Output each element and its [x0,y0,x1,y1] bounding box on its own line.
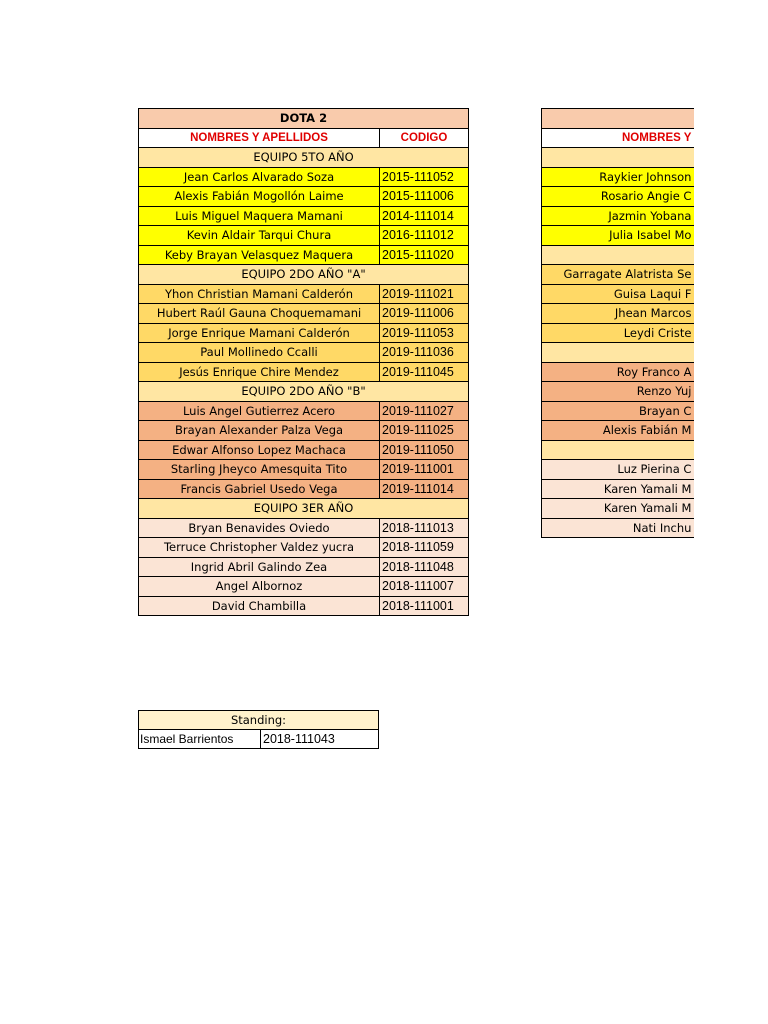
player-code: 2018-111059 [380,538,469,558]
right-team-group-header [542,343,695,363]
player-row [139,206,469,226]
right-player-row [542,284,695,304]
player-code: 2018-111001 [380,596,469,616]
player-name: Yhon Christian Mamani Calderón [139,284,380,304]
right-player-name: Nati Inchu [542,518,695,538]
right-player-name: Alexis Fabián M [542,421,695,441]
player-row [139,538,469,558]
team-group-header [139,382,469,402]
player-code: 2019-111025 [380,421,469,441]
player-row [139,557,469,577]
player-code: 2019-111045 [380,362,469,382]
right-player-row [542,206,695,226]
right-player-row [542,518,695,538]
right-player-name: Garragate Alatrista Se [542,265,695,285]
player-name: Paul Mollinedo Ccalli [139,343,380,363]
right-title-row [542,109,695,129]
player-name: Jorge Enrique Mamani Calderón [139,323,380,343]
team-group-header [139,148,469,168]
right-player-name: Julia Isabel Mo [542,226,695,246]
player-code: 2019-111006 [380,304,469,324]
right-team-name [542,245,695,265]
right-player-row [542,401,695,421]
standing-code: 2018-111043 [261,730,379,749]
standing-name: Ismael Barrientos [139,730,261,749]
right-player-row [542,362,695,382]
player-name: Ingrid Abril Galindo Zea [139,557,380,577]
player-code: 2018-111007 [380,577,469,597]
right-column-header-row [542,128,695,148]
player-code: 2019-111050 [380,440,469,460]
player-name: Alexis Fabián Mogollón Laime [139,187,380,207]
player-name: Luis Miguel Maquera Mamani [139,206,380,226]
right-team-name [542,343,695,363]
player-row [139,304,469,324]
column-header-code: CODIGO [380,128,469,148]
player-name: Angel Albornoz [139,577,380,597]
right-player-name: Rosario Angie C [542,187,695,207]
player-code: 2019-111014 [380,479,469,499]
player-row [139,596,469,616]
team-name: EQUIPO 3ER AÑO [139,499,469,519]
player-name: Brayan Alexander Palza Vega [139,421,380,441]
right-player-name: Leydi Criste [542,323,695,343]
right-team-group-header [542,245,695,265]
player-name: Starling Jheyco Amesquita Tito [139,460,380,480]
player-code: 2019-111036 [380,343,469,363]
player-code: 2018-111048 [380,557,469,577]
player-code: 2016-111012 [380,226,469,246]
player-row [139,401,469,421]
team-name: EQUIPO 2DO AÑO "B" [139,382,469,402]
right-table-title [542,109,695,129]
player-code: 2014-111014 [380,206,469,226]
player-code: 2018-111013 [380,518,469,538]
player-code: 2019-111053 [380,323,469,343]
player-row [139,323,469,343]
right-player-row [542,304,695,324]
player-name: Bryan Benavides Oviedo [139,518,380,538]
column-header-names: NOMBRES Y APELLIDOS [139,128,380,148]
player-name: Jean Carlos Alvarado Soza [139,167,380,187]
player-code: 2019-111027 [380,401,469,421]
right-player-name: Roy Franco A [542,362,695,382]
standing-table [138,710,379,749]
right-team-name [542,440,695,460]
player-name: Kevin Aldair Tarqui Chura [139,226,380,246]
right-team-group-header [542,148,695,168]
player-name: Jesús Enrique Chire Mendez [139,362,380,382]
dota2-team-table [138,108,469,616]
right-player-row [542,421,695,441]
player-name: Francis Gabriel Usedo Vega [139,479,380,499]
column-header-row [139,128,469,148]
player-code: 2015-111006 [380,187,469,207]
right-player-row [542,479,695,499]
right-player-name: Jazmin Yobana [542,206,695,226]
second-team-table [541,108,694,538]
table-title: DOTA 2 [139,109,469,129]
player-code: 2015-111020 [380,245,469,265]
right-player-name: Jhean Marcos [542,304,695,324]
team-group-header [139,499,469,519]
player-row [139,343,469,363]
player-row [139,460,469,480]
right-player-name: Luz Pierina C [542,460,695,480]
table-title-row [139,109,469,129]
player-row [139,421,469,441]
right-player-name: Raykier Johnson [542,167,695,187]
player-row [139,187,469,207]
player-row [139,284,469,304]
right-player-row [542,187,695,207]
right-player-row [542,499,695,519]
standing-header: Standing: [139,711,379,730]
player-row [139,167,469,187]
right-team-group-header [542,440,695,460]
player-name: Terruce Christopher Valdez yucra [139,538,380,558]
right-player-row [542,265,695,285]
standing-row [139,730,379,749]
right-player-name: Karen Yamali M [542,479,695,499]
right-player-row [542,323,695,343]
team-name: EQUIPO 5TO AÑO [139,148,469,168]
right-player-name: Renzo Yuj [542,382,695,402]
right-column-header-names: NOMBRES Y [542,128,695,148]
right-player-row [542,382,695,402]
right-player-row [542,167,695,187]
player-row [139,518,469,538]
player-name: Hubert Raúl Gauna Choquemamani [139,304,380,324]
player-row [139,479,469,499]
right-player-name: Guisa Laqui F [542,284,695,304]
team-name: EQUIPO 2DO AÑO "A" [139,265,469,285]
player-name: David Chambilla [139,596,380,616]
player-name: Luis Angel Gutierrez Acero [139,401,380,421]
right-player-row [542,460,695,480]
player-row [139,440,469,460]
player-name: Edwar Alfonso Lopez Machaca [139,440,380,460]
right-team-name [542,148,695,168]
team-group-header [139,265,469,285]
player-code: 2019-111021 [380,284,469,304]
player-code: 2019-111001 [380,460,469,480]
player-row [139,226,469,246]
right-player-row [542,226,695,246]
player-name: Keby Brayan Velasquez Maquera [139,245,380,265]
player-code: 2015-111052 [380,167,469,187]
player-row [139,362,469,382]
right-player-name: Brayan C [542,401,695,421]
player-row [139,245,469,265]
player-row [139,577,469,597]
standing-header-row [139,711,379,730]
right-player-name: Karen Yamali M [542,499,695,519]
